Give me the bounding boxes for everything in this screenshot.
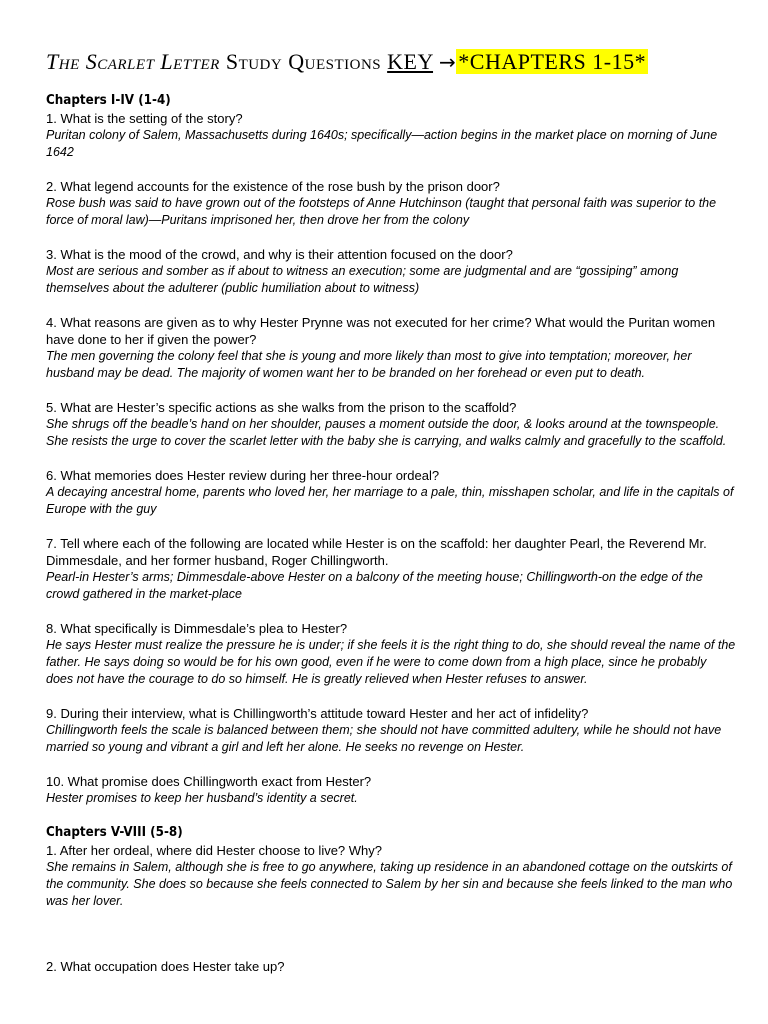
qa-item [46, 958, 736, 975]
spacer [46, 927, 736, 958]
answer-text: Rose bush was said to have grown out of the footsteps of Anne Hutchinson (taught that personal faith was superior to the force of moral law)—Puritans imprisoned her, then drove her from the colony [46, 196, 717, 227]
answer-text: The men governing the colony feel that she is young and more likely than most to give into temptation; moreover, her husband may be dead. The majority of women want her to be branded on her forehead or even put to death. [46, 349, 692, 380]
question-text: 2. What legend accounts for the existence of the rose bush by the prison door? [46, 179, 500, 194]
answer-text: He says Hester must realize the pressure he is under; if she feels it is the right thing to do, she should reveal the name of the father. He says doing so would be for his own good, even if he were to come down from a high place, since he probably does not have the courage to do so himself. He is greatly relieved when Hester refuses to answer. [46, 638, 736, 686]
title-study-questions: Study Questions [225, 49, 382, 74]
question-text: 2. What occupation does Hester take up? [46, 959, 285, 974]
question-text: 10. What promise does Chillingworth exact from Hester? [46, 774, 372, 789]
qa-item [46, 535, 736, 603]
question-text: 4. What reasons are given as to why Hester Prynne was not executed for her crime? What would the Puritan women have done to her if given the power? [46, 315, 716, 347]
qa-item [46, 620, 736, 688]
qa-item [46, 842, 736, 910]
qa-item [46, 246, 736, 297]
question-text: 1. After her ordeal, where did Hester choose to live? Why? [46, 843, 383, 858]
answer-text: Pearl-in Hester’s arms; Dimmesdale-above Hester on a balcony of the meeting house; Chillingworth-on the edge of the crowd gathered in the market-place [46, 570, 703, 601]
answer-text: Puritan colony of Salem, Massachusetts during 1640s; specifically—action begins in the market place on morning of June 1642 [46, 128, 718, 159]
qa-item [46, 467, 736, 518]
question-text: 3. What is the mood of the crowd, and why is their attention focused on the door? [46, 247, 513, 262]
right-arrow-icon: → [439, 50, 457, 74]
answer-text: She remains in Salem, although she is free to go anywhere, taking up residence in an abandoned cottage on the outskirts of the community. She does so because she feels connected to Salem by her sin and because she feels linked to the man who was her lover. [46, 860, 733, 908]
question-text: 1. What is the setting of the story? [46, 111, 243, 126]
answer-text: Most are serious and somber as if about to witness an execution; some are judgmental and are “gossiping” among themselves about the adulterer (public humiliation about to witness) [46, 264, 679, 295]
title-key: KEY [387, 49, 434, 74]
answer-text: A decaying ancestral home, parents who loved her, her marriage to a pale, thin, misshapen scholar, and life in the capitals of Europe with the guy [46, 485, 734, 516]
answer-text: Hester promises to keep her husband’s identity a secret. [46, 791, 358, 805]
qa-item [46, 314, 736, 382]
document-page [46, 48, 736, 992]
question-text: 9. During their interview, what is Chillingworth’s attitude toward Hester and her act of infidelity? [46, 706, 589, 721]
question-text: 8. What specifically is Dimmesdale’s plea to Hester? [46, 621, 348, 636]
qa-item [46, 399, 736, 450]
question-text: 6. What memories does Hester review during her three-hour ordeal? [46, 468, 440, 483]
answer-text: She shrugs off the beadle’s hand on her shoulder, pauses a moment outside the door, & looks around at the townspeople. She resists the urge to cover the scarlet letter with the baby she is carrying, and walks calmly and gracefully to the scaffold. [46, 417, 727, 448]
answer-text: Chillingworth feels the scale is balanced between them; she should not have committed adultery, while he should not have married so young and vibrant a girl and left her alone. He seeks no revenge on Hester. [46, 723, 722, 754]
qa-item [46, 110, 736, 161]
qa-item [46, 773, 736, 807]
title-book-name: The Scarlet Letter [46, 49, 220, 74]
question-text: 7. Tell where each of the following are located while Hester is on the scaffold: her daughter Pearl, the Reverend Mr. Dimmesdale, and her former husband, Roger Chillingworth. [46, 536, 707, 568]
question-text: 5. What are Hester’s specific actions as she walks from the prison to the scaffold? [46, 400, 517, 415]
qa-item [46, 178, 736, 229]
section-heading-chapters-5-8: Chapters V-VIII (5-8) [46, 825, 183, 840]
section-heading-chapters-1-4: Chapters I-IV (1-4) [46, 93, 171, 108]
qa-item [46, 705, 736, 756]
document-title [46, 48, 736, 76]
title-chapters-highlight: *CHAPTERS 1-15* [458, 49, 647, 74]
